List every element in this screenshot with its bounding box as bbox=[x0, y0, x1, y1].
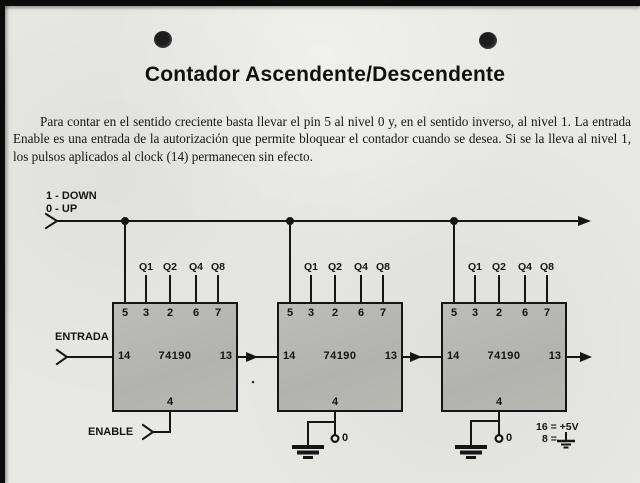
ripple-pin-label: 13 bbox=[219, 350, 232, 362]
q8-label: Q8 bbox=[539, 261, 554, 273]
terminal-zero-label: 0 bbox=[342, 432, 349, 444]
bus-input-chevron-icon bbox=[46, 214, 57, 228]
ic-chip-3 bbox=[441, 302, 567, 412]
q1-label: Q1 bbox=[138, 261, 153, 273]
ic2-ground-wire bbox=[308, 412, 335, 445]
ripple-pin-label: 13 bbox=[548, 350, 561, 362]
vcc-note: 16 = +5V bbox=[536, 421, 579, 433]
junction-dots bbox=[121, 217, 458, 225]
pin-label: 3 bbox=[471, 307, 479, 319]
terminal-circle-ic2 bbox=[332, 435, 339, 442]
q4-label: Q4 bbox=[353, 261, 368, 273]
q2-label: Q2 bbox=[162, 261, 177, 273]
ripple-pin-label: 13 bbox=[384, 350, 397, 362]
q1-label: Q1 bbox=[303, 261, 318, 273]
enable-wire bbox=[153, 412, 170, 432]
clock-pin-label: 14 bbox=[283, 350, 296, 362]
enable-label: ENABLE bbox=[88, 426, 134, 438]
terminal-circle-ic3 bbox=[496, 435, 503, 442]
q8-label: Q8 bbox=[375, 261, 390, 273]
hole-punch-right bbox=[479, 32, 497, 49]
pin-label: 7 bbox=[379, 307, 387, 319]
part-number: 74190 bbox=[487, 350, 521, 362]
pin-label: 3 bbox=[142, 307, 150, 319]
pin-label: 3 bbox=[307, 307, 315, 319]
pin-label: 2 bbox=[331, 307, 339, 319]
chain-arrowhead-2-icon bbox=[410, 352, 422, 362]
entrada-chevron-icon bbox=[57, 350, 67, 364]
ic-chip-2 bbox=[277, 302, 403, 412]
q8-label: Q8 bbox=[210, 261, 225, 273]
terminal-zero-label: 0 bbox=[506, 432, 513, 444]
enable-chevron-icon bbox=[143, 425, 153, 439]
hole-punch-left bbox=[154, 31, 172, 48]
enable-pin-label: 4 bbox=[166, 396, 174, 408]
pin-label: 5 bbox=[121, 307, 129, 319]
pin-label: 2 bbox=[166, 307, 174, 319]
q1-label: Q1 bbox=[467, 261, 482, 273]
pin-label: 2 bbox=[495, 307, 503, 319]
ground-symbol-note-icon bbox=[557, 432, 575, 448]
gnd-note: 8 = bbox=[542, 433, 557, 445]
page-title: Contador Ascendente/Descendente bbox=[144, 63, 506, 86]
mode-label-down: 1 - DOWN bbox=[46, 190, 97, 202]
output-arrowhead-icon bbox=[580, 352, 592, 362]
scan-top-edge bbox=[0, 0, 640, 6]
scan-left-edge bbox=[0, 0, 5, 483]
ic2-output-pins bbox=[311, 276, 383, 302]
enable-pin-label: 4 bbox=[331, 396, 339, 408]
pin-label: 7 bbox=[543, 307, 551, 319]
ic1-output-pins bbox=[146, 276, 218, 302]
ground-symbol-ic2-icon bbox=[292, 447, 324, 458]
ic3-ground-wire bbox=[471, 412, 499, 445]
ground-symbol-ic3-icon bbox=[455, 447, 487, 458]
part-number: 74190 bbox=[323, 350, 357, 362]
bus-arrowhead-icon bbox=[578, 216, 591, 226]
part-number: 74190 bbox=[158, 350, 192, 362]
clock-pin-label: 14 bbox=[447, 350, 460, 362]
q4-label: Q4 bbox=[188, 261, 203, 273]
q2-label: Q2 bbox=[491, 261, 506, 273]
ic3-output-pins bbox=[475, 276, 547, 302]
intro-paragraph: Para contar en el sentido creciente basta llevar el pin 5 al nivel 0 y, en el sentido inverso, al nivel 1. La entrada Enable es una entrada de la autorización que permite bloquear el contador cuando se desea. Si se la lleva al nivel 1, los pulsos aplicados al clock (14) permanecen sin efecto. bbox=[13, 114, 631, 164]
enable-pin-label: 4 bbox=[495, 396, 503, 408]
ic-chip-1 bbox=[112, 302, 238, 412]
pin-label: 7 bbox=[214, 307, 222, 319]
pin-label: 6 bbox=[192, 307, 200, 319]
clock-pin-label: 14 bbox=[118, 350, 131, 362]
mode-label-up: 0 - UP bbox=[46, 203, 78, 215]
entrada-label: ENTRADA bbox=[55, 331, 109, 343]
pin-label: 5 bbox=[450, 307, 458, 319]
pin-label: 6 bbox=[357, 307, 365, 319]
chain-arrowhead-1-icon bbox=[246, 352, 258, 362]
q2-label: Q2 bbox=[327, 261, 342, 273]
pin-label: 6 bbox=[521, 307, 529, 319]
q4-label: Q4 bbox=[517, 261, 532, 273]
pin-label: 5 bbox=[286, 307, 294, 319]
